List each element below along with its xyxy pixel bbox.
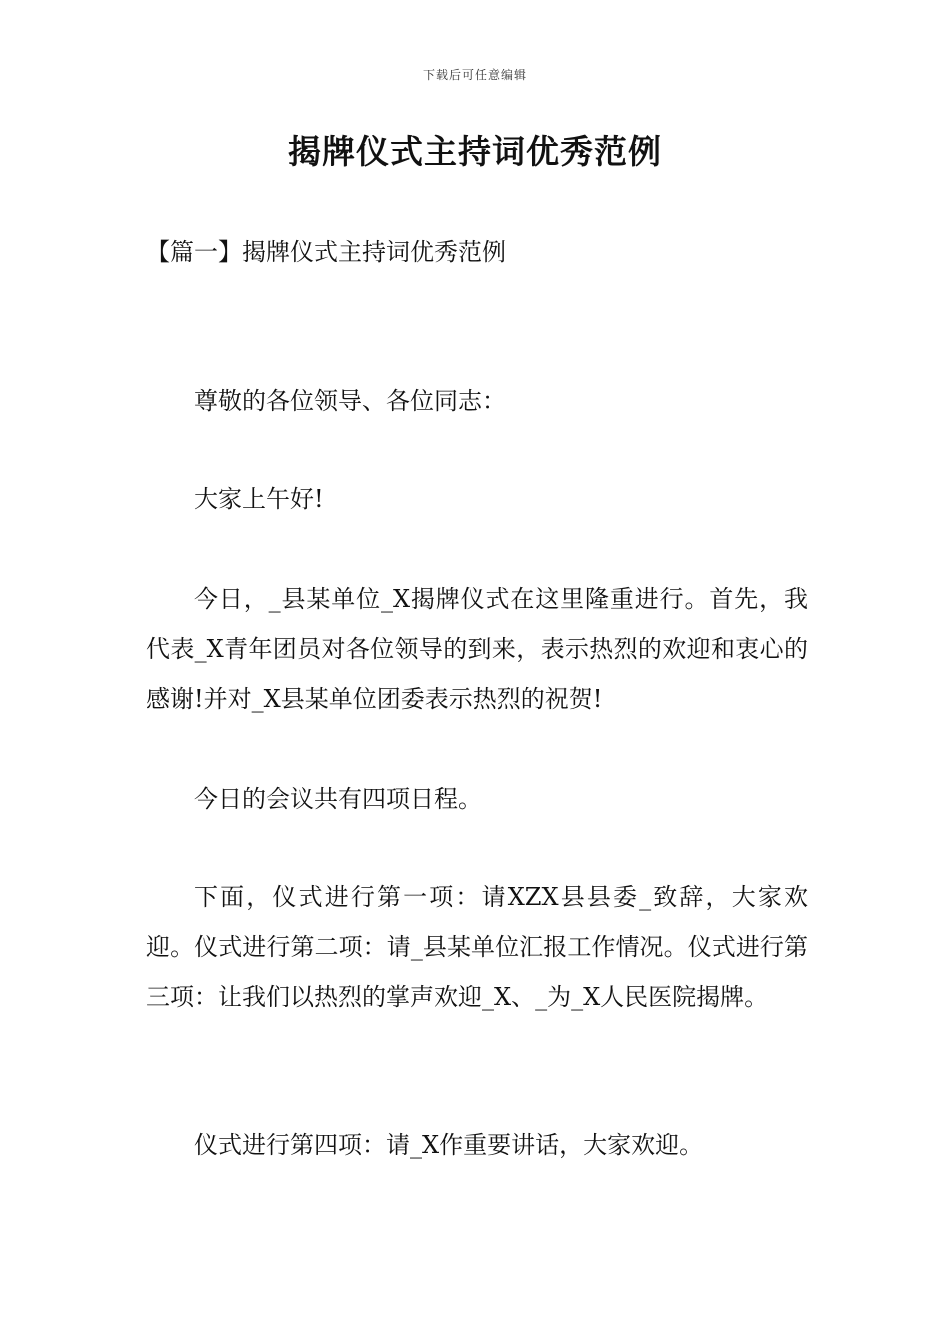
paragraph-text: 下面，仪式进行第一项：请XZX县县委_致辞，大家欢迎。仪式进行第二项：请_县某单位汇报工作情况。仪式进行第三项：让我们以热烈的掌声欢迎_X、_为_X人民医院揭牌。: [146, 883, 808, 1011]
paragraph-text: 仪式进行第四项：请_X作重要讲话，大家欢迎。: [194, 1131, 704, 1159]
paragraph-opening: [146, 574, 808, 724]
paragraph-text: 今日，_县某单位_X揭牌仪式在这里隆重进行。首先，我代表_X青年团员对各位领导的到来，表示热烈的欢迎和衷心的感谢!并对_X县某单位团委表示热烈的祝贺!: [146, 585, 808, 713]
paragraph-salutation: [146, 376, 808, 426]
paragraph-text: 尊敬的各位领导、各位同志：: [194, 387, 506, 415]
paragraph-text: 今日的会议共有四项日程。: [194, 785, 482, 813]
paragraph-text: 大家上午好!: [194, 485, 324, 513]
header-note: 下载后可任意编辑: [422, 68, 527, 82]
paragraph-item-four: [146, 1120, 808, 1170]
paragraph-items-one-to-three: [146, 872, 808, 1022]
paragraph-agenda: [146, 774, 808, 824]
paragraph-greeting: [146, 474, 808, 524]
section-heading: 【篇一】揭牌仪式主持词优秀范例: [146, 238, 506, 266]
document-title: 揭牌仪式主持词优秀范例: [288, 132, 662, 171]
